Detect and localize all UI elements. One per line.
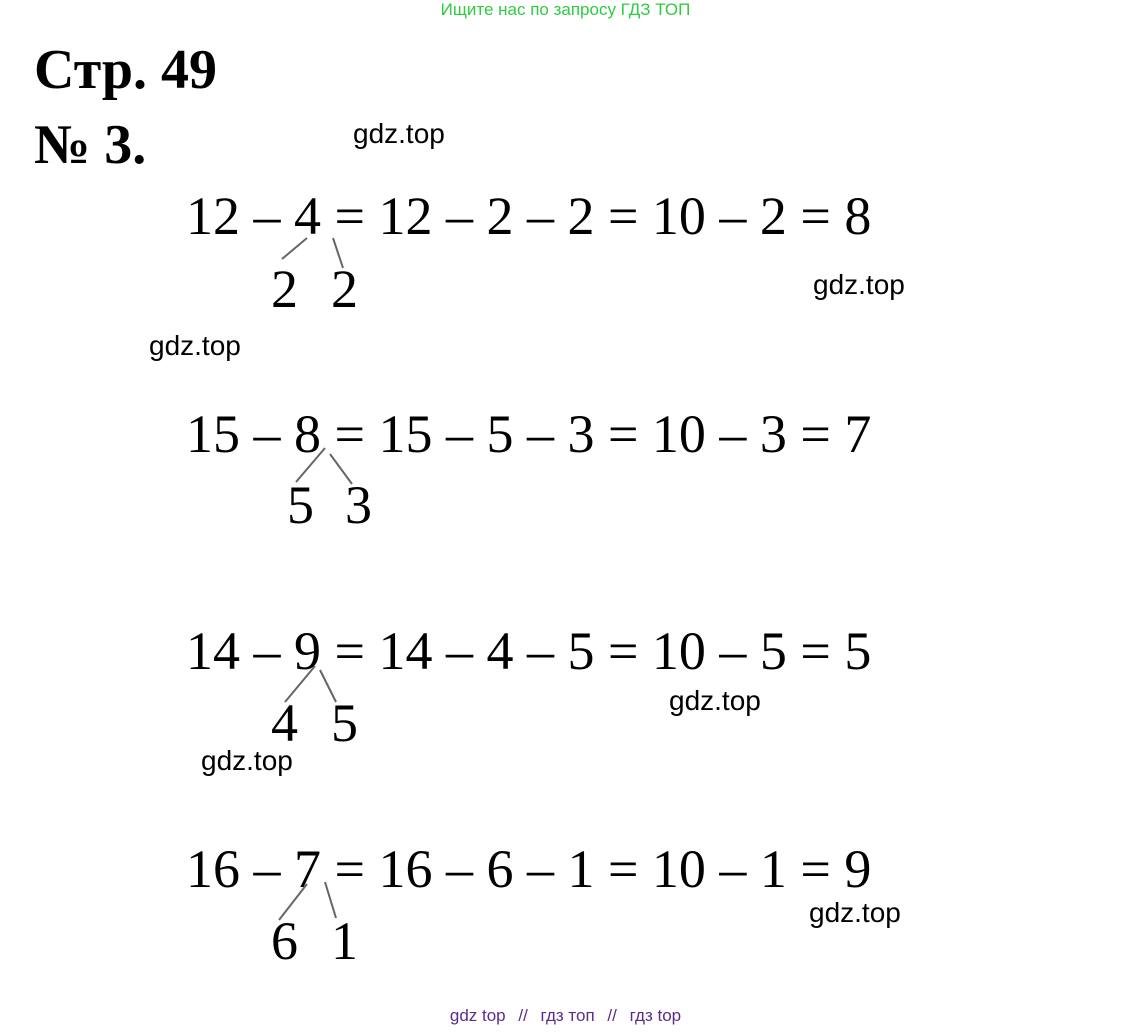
page-heading: Стр. 49	[34, 39, 218, 101]
decomposition-part-right: 2	[331, 259, 358, 319]
branch-line	[325, 882, 336, 918]
watermark: gdz.top	[201, 745, 293, 776]
branch-line	[285, 666, 315, 702]
branch-line	[282, 238, 307, 259]
branch-line	[333, 238, 343, 268]
decomposition-part-right: 5	[331, 693, 358, 753]
top-banner: Ищите нас по запросу ГДЗ ТОП	[440, 0, 691, 19]
watermark: gdz.top	[809, 897, 901, 928]
footer-link[interactable]: гдз топ	[540, 1006, 595, 1025]
watermark: gdz.top	[813, 269, 905, 300]
watermark: gdz.top	[353, 118, 445, 149]
equation-4: 16 – 7 = 16 – 6 – 1 = 10 – 1 = 9	[186, 839, 872, 899]
footer-separator: //	[607, 1006, 617, 1025]
decomposition-part-right: 1	[331, 911, 358, 971]
decomposition-part-left: 5	[287, 475, 314, 535]
footer-separator: //	[518, 1006, 528, 1025]
decomposition-part-left: 2	[271, 259, 298, 319]
branch-line	[330, 454, 352, 484]
decomposition-part-left: 6	[271, 911, 298, 971]
branch-line	[296, 448, 325, 482]
decomposition-part-left: 4	[271, 693, 298, 753]
decomposition-part-right: 3	[345, 475, 372, 535]
equation-1: 12 – 4 = 12 – 2 – 2 = 10 – 2 = 8	[186, 186, 872, 246]
watermark: gdz.top	[149, 330, 241, 361]
equation-3: 14 – 9 = 14 – 4 – 5 = 10 – 5 = 5	[186, 621, 872, 681]
task-number: № 3.	[34, 114, 147, 176]
footer-links	[0, 1006, 1131, 1026]
footer-link[interactable]: гдз top	[629, 1006, 682, 1025]
branch-line	[320, 670, 336, 702]
branch-line	[279, 884, 307, 920]
equation-2: 15 – 8 = 15 – 5 – 3 = 10 – 3 = 7	[186, 404, 872, 464]
watermark: gdz.top	[669, 685, 761, 716]
footer-link[interactable]: gdz top	[449, 1006, 506, 1025]
